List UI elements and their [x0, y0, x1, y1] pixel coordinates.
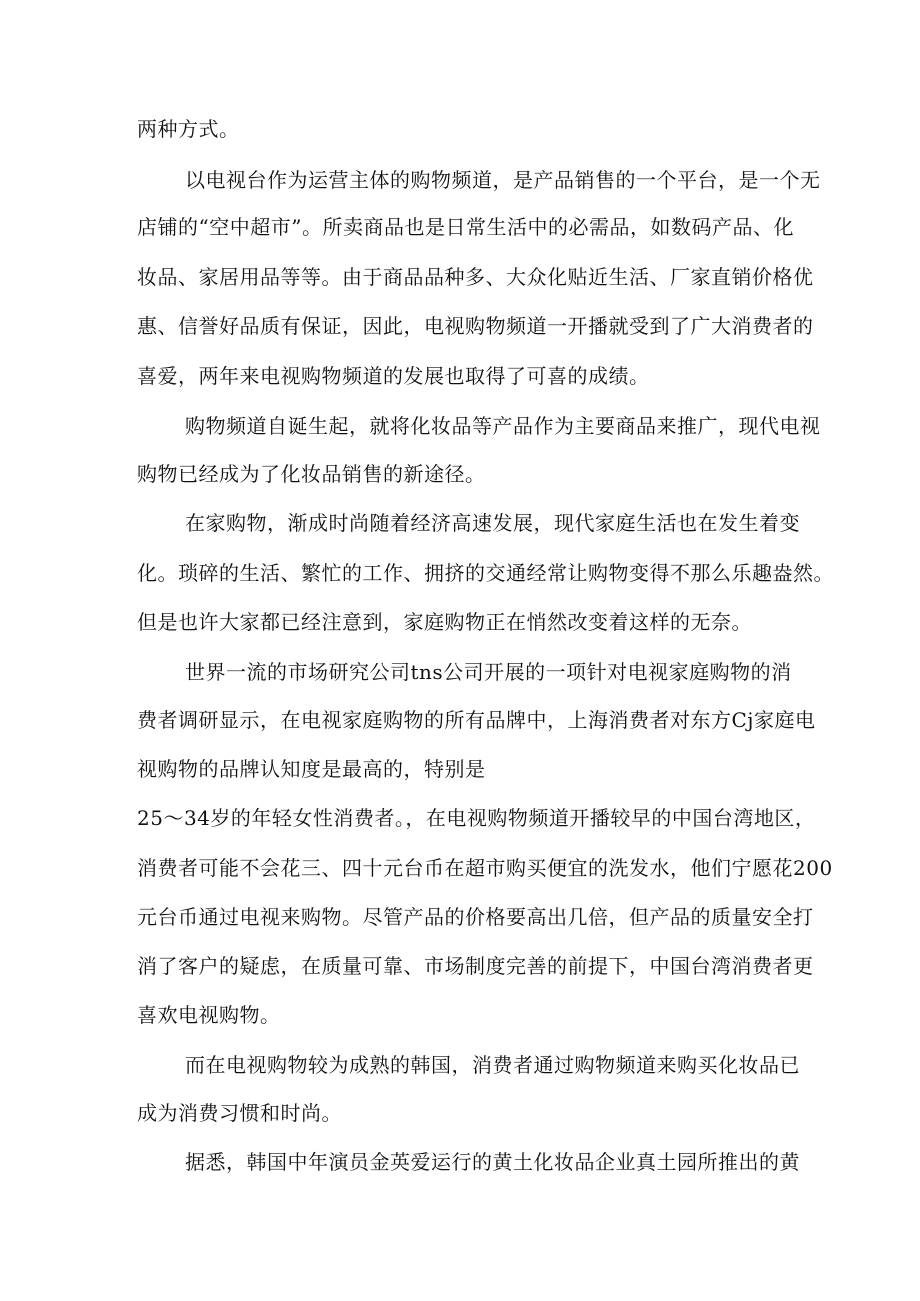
- text-line: 世界一流的市场研究公司tns公司开展的一项针对电视家庭购物的消: [185, 660, 792, 684]
- text-line: 而在电视购物较为成熟的韩国，消费者通过购物频道来购买化妆品已: [185, 1053, 800, 1077]
- text-line: 消了客户的疑虑，在质量可靠、市场制度完善的前提下，中国台湾消费者更: [137, 954, 814, 978]
- text-line: 化。琐碎的生活、繁忙的工作、拥挤的交通经常让购物变得不那么乐趣盎然。: [137, 561, 834, 585]
- text-line: 购物频道自诞生起，就将化妆品等产品作为主要商品来推广，现代电视: [185, 414, 821, 438]
- text-line: 在家购物，渐成时尚随着经济高速发展，现代家庭生活也在发生着变: [185, 511, 800, 535]
- text-line: 元台币通过电视来购物。尽管产品的价格要高出几倍，但产品的质量安全打: [137, 905, 814, 929]
- text-line: 以电视台作为运营主体的购物频道，是产品销售的一个平台，是一个无: [185, 168, 821, 192]
- text-line: 购物已经成为了化妆品销售的新途径。: [137, 462, 486, 486]
- text-line: 惠、信誉好品质有保证，因此，电视购物频道一开播就受到了广大消费者的: [137, 314, 814, 338]
- text-line: 妆品、家居用品等等。由于商品品种多、大众化贴近生活、厂家直销价格优: [137, 265, 814, 289]
- text-line: 但是也许大家都已经注意到，家庭购物正在悄然改变着这样的无奈。: [137, 610, 752, 634]
- text-line: 喜欢电视购物。: [137, 1003, 281, 1027]
- text-line: 两种方式。: [137, 117, 240, 141]
- text-line: 视购物的品牌认知度是最高的，特别是: [137, 757, 486, 781]
- text-line: 25～34岁的年轻女性消费者。，在电视购物频道开播较早的中国台湾地区，: [137, 806, 816, 830]
- text-line: 费者调研显示，在电视家庭购物的所有品牌中，上海消费者对东方Cj家庭电: [137, 708, 816, 732]
- text-line: 喜爱，两年来电视购物频道的发展也取得了可喜的成绩。: [137, 364, 650, 388]
- text-line: 消费者可能不会花三、四十元台币在超市购买便宜的洗发水，他们宁愿花200: [137, 856, 833, 880]
- text-line: 店铺的“空中超市”。所卖商品也是日常生活中的必需品，如数码产品、化: [137, 215, 794, 239]
- text-line: 成为消费习惯和时尚。: [137, 1101, 342, 1125]
- text-line: 据悉，韩国中年演员金英爱运行的黄土化妆品企业真土园所推出的黄: [185, 1150, 800, 1174]
